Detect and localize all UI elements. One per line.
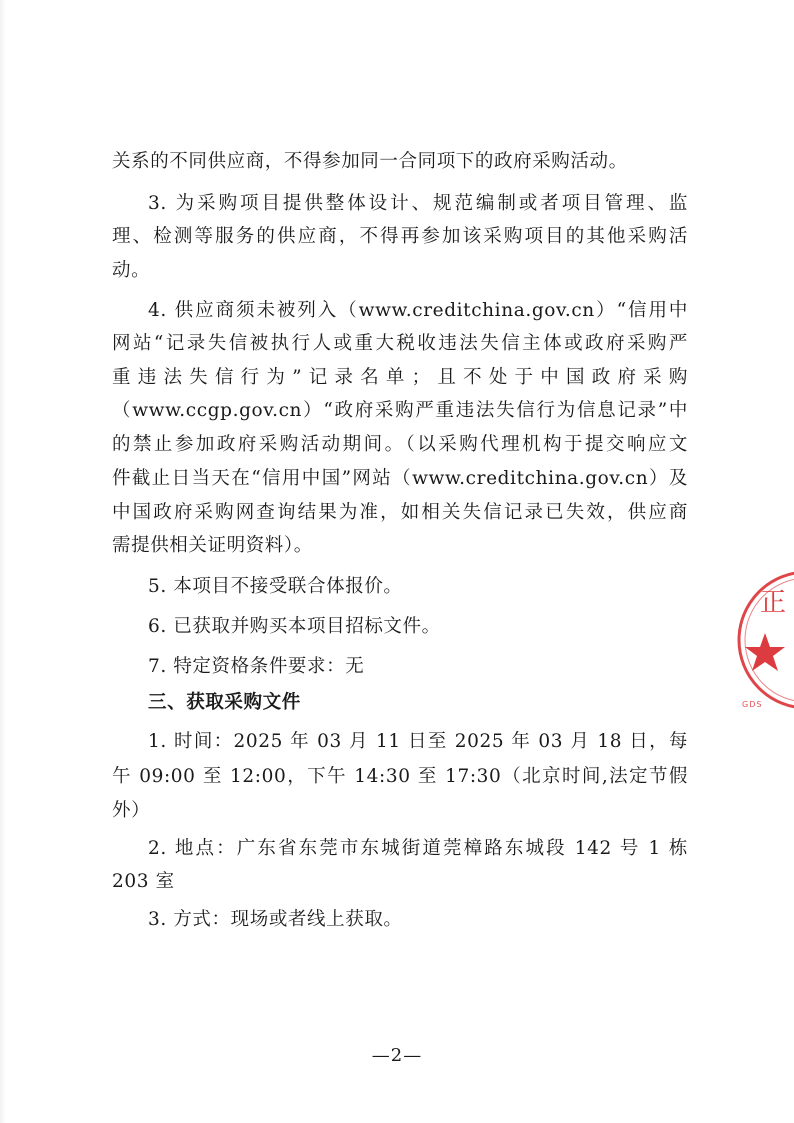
text-line: 重违法失信行为”记录名单；且不处于中国政府采购 bbox=[112, 367, 688, 388]
seal-char: 正 bbox=[760, 588, 787, 618]
text-line: 3. 为采购项目提供整体设计、规范编制或者项目管理、监 bbox=[148, 193, 688, 214]
official-seal bbox=[722, 565, 794, 715]
scan-edge-shade bbox=[0, 0, 6, 1123]
text-line: 6. 已获取并购买本项目招标文件。 bbox=[148, 616, 441, 637]
text-line: （www.ccgp.gov.cn）“政府采购严重违法失信行为信息记录”中 bbox=[112, 400, 688, 421]
text-line: 2. 地点：广东省东莞市东城街道莞樟路东城段 142 号 1 栋 bbox=[148, 838, 688, 859]
text-line: 外） bbox=[112, 800, 151, 821]
text-line: 网站“记录失信被执行人或重大税收违法失信主体或政府采购严 bbox=[112, 333, 688, 354]
svg-text:GDS: GDS bbox=[742, 700, 763, 709]
text-line: 关系的不同供应商，不得参加同一合同项下的政府采购活动。 bbox=[112, 151, 628, 172]
text-line: 中国政府采购网查询结果为准，如相关失信记录已失效，供应商 bbox=[112, 502, 688, 523]
text-line: 件截止日当天在“信用中国”网站（www.creditchina.gov.cn）及 bbox=[112, 468, 688, 489]
section-heading: 三、获取采购文件 bbox=[148, 692, 301, 713]
text-line: 需提供相关证明资料）。 bbox=[112, 535, 313, 556]
text-line: 动。 bbox=[112, 260, 151, 281]
seal-star-icon bbox=[745, 633, 785, 671]
page-number: —2— bbox=[371, 1045, 423, 1066]
text-line: 1. 时间：2025 年 03 月 11 日至 2025 年 03 月 18 日，每 bbox=[148, 731, 688, 752]
text-line: 理、检测等服务的供应商，不得再参加该采购项目的其他采购活 bbox=[112, 226, 688, 247]
text-line: 午 09:00 至 12:00，下午 14:30 至 17:30（北京时间,法定节假 bbox=[112, 766, 688, 787]
text-line: 4. 供应商须未被列入（www.creditchina.gov.cn）“信用中 bbox=[148, 300, 688, 321]
text-line: 203 室 bbox=[112, 871, 175, 892]
text-line: 5. 本项目不接受联合体报价。 bbox=[148, 576, 403, 597]
text-line: 7. 特定资格条件要求：无 bbox=[148, 656, 365, 677]
text-line: 的禁止参加政府采购活动期间。（以采购代理机构于提交响应文 bbox=[112, 434, 688, 455]
text-line: 3. 方式：现场或者线上获取。 bbox=[148, 909, 403, 930]
